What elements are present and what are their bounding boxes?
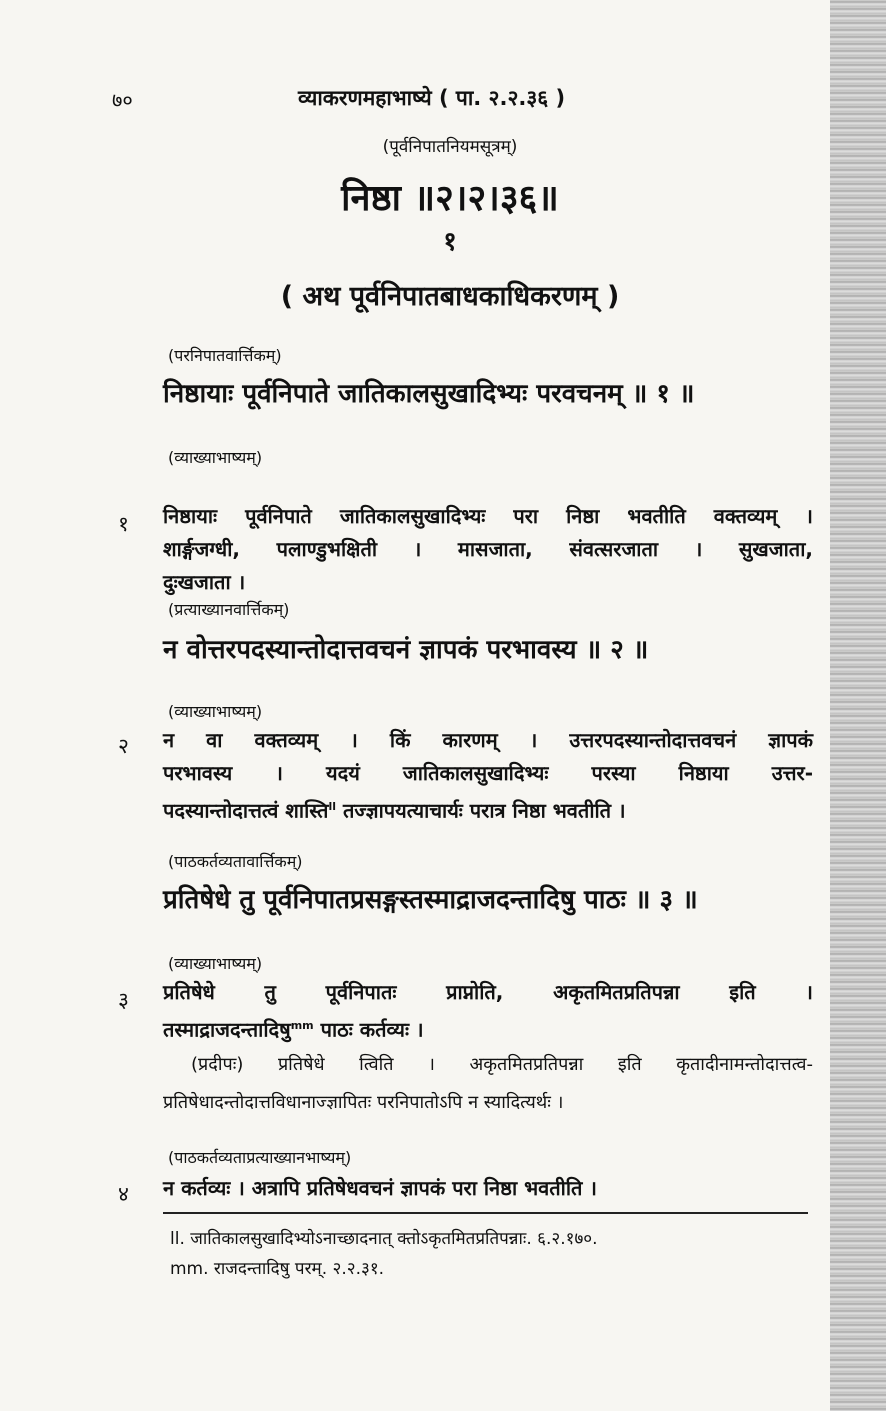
section-title: ( अथ पूर्वनिपातबाधकाधिकरणम् ) [280, 281, 620, 312]
text-line [163, 790, 813, 828]
varttika-text: प्रतिषेधे तु पूर्वनिपातप्रसङ्गस्तस्माद्राजदन्तादिषु पाठः ॥ ३ ॥ [163, 885, 698, 915]
paragraph-number: ४ [118, 1182, 129, 1206]
bhashya-label: (पाठकर्तव्यताप्रत्याख्यानभाष्यम्) [168, 1148, 352, 1167]
varttika-text: निष्ठायाः पूर्वनिपाते जातिकालसुखादिभ्यः परवचनम् ॥ १ ॥ [163, 379, 695, 409]
text-segment: पाठः कर्तव्यः । [313, 1017, 424, 1042]
varttika-label: (परनिपातवार्त्तिकम्) [168, 346, 282, 365]
text-line: प्रतिषेधे तु पूर्वनिपातः प्राप्नोति, अकृतमितप्रतिपन्ना इति । [163, 980, 813, 1004]
text-line: न वा वक्तव्यम् । किं कारणम् । उत्तरपदस्यान्तोदात्तवचनं ज्ञापकं [163, 728, 813, 752]
footnote-marker: ll [328, 800, 336, 813]
bhashya-paragraph [163, 1172, 813, 1205]
text-line: परभावस्य । यदयं जातिकालसुखादिभ्यः परस्या निष्ठाया उत्तर- [163, 761, 813, 785]
varttika-text: न वोत्तरपदस्यान्तोदात्तवचनं ज्ञापकं परभावस्य ॥ २ ॥ [163, 635, 649, 665]
text-line: निष्ठायाः पूर्वनिपाते जातिकालसुखादिभ्यः परा निष्ठा भवतीति वक्तव्यम् । [163, 504, 813, 528]
text-segment: पदस्यान्तोदात्तत्वं शास्ति [163, 798, 329, 823]
text-line [163, 1009, 813, 1047]
text-line: दुःखजाता । [163, 570, 246, 594]
footnote: mm. राजदन्तादिषु परम्. २.२.३१. [170, 1259, 385, 1279]
text-segment: तस्माद्राजदन्तादिषु [163, 1017, 291, 1042]
bhashya-label: (व्याख्याभाष्यम्) [168, 702, 263, 721]
paragraph-number: ३ [118, 988, 129, 1012]
footnote-rule [163, 1212, 808, 1214]
pradipa-commentary [163, 1046, 813, 1122]
bhashya-paragraph [163, 976, 813, 1047]
running-title: व्याकरणमहाभाष्ये ( पा. २.२.३६ ) [298, 86, 566, 110]
varttika-label: (प्रत्याख्यानवार्त्तिकम्) [168, 600, 290, 619]
text-line: प्रतिषेधादन्तोदात्तविधानाज्ज्ञापितः परनिपातोऽपि न स्यादित्यर्थः । [163, 1092, 564, 1113]
text-segment: तज्ज्ञापयत्याचार्यः परात्र निष्ठा भवतीति । [335, 798, 626, 823]
varttika-label: (पाठकर्तव्यतावार्त्तिकम्) [168, 852, 303, 871]
bhashya-paragraph [163, 724, 813, 828]
bhashya-label: (व्याख्याभाष्यम्) [168, 954, 263, 973]
footnote-marker: mm [290, 1019, 314, 1032]
sutra-heading: निष्ठा ॥२।२।३६॥ [341, 178, 559, 219]
paragraph-number: २ [118, 734, 129, 758]
sutra-label: (पूर्वनिपातनियमसूत्रम्) [382, 137, 518, 157]
text-line: (प्रदीपः) प्रतिषेधे त्विति । अकृतमितप्रतिपन्ना इति कृतादीनामन्तोदात्तत्व- [191, 1054, 813, 1075]
scan-edge-shadow [830, 0, 886, 1411]
section-number: १ [443, 227, 457, 257]
text-line: न कर्तव्यः । अत्रापि प्रतिषेधवचनं ज्ञापकं परा निष्ठा भवतीति । [163, 1176, 597, 1200]
page-number: ७० [112, 88, 133, 112]
footnote: ll. जातिकालसुखादिभ्योऽनाच्छादनात् क्तोऽकृतमितप्रतिपन्नाः. ६.२.१७०. [170, 1229, 598, 1249]
bhashya-paragraph [163, 500, 813, 599]
paragraph-number: १ [118, 512, 129, 536]
bhashya-label: (व्याख्याभाष्यम्) [168, 448, 263, 467]
text-line: शार्ङ्गजग्धी, पलाण्डुभक्षिती । मासजाता, संवत्सरजाता । सुखजाता, [163, 537, 813, 561]
